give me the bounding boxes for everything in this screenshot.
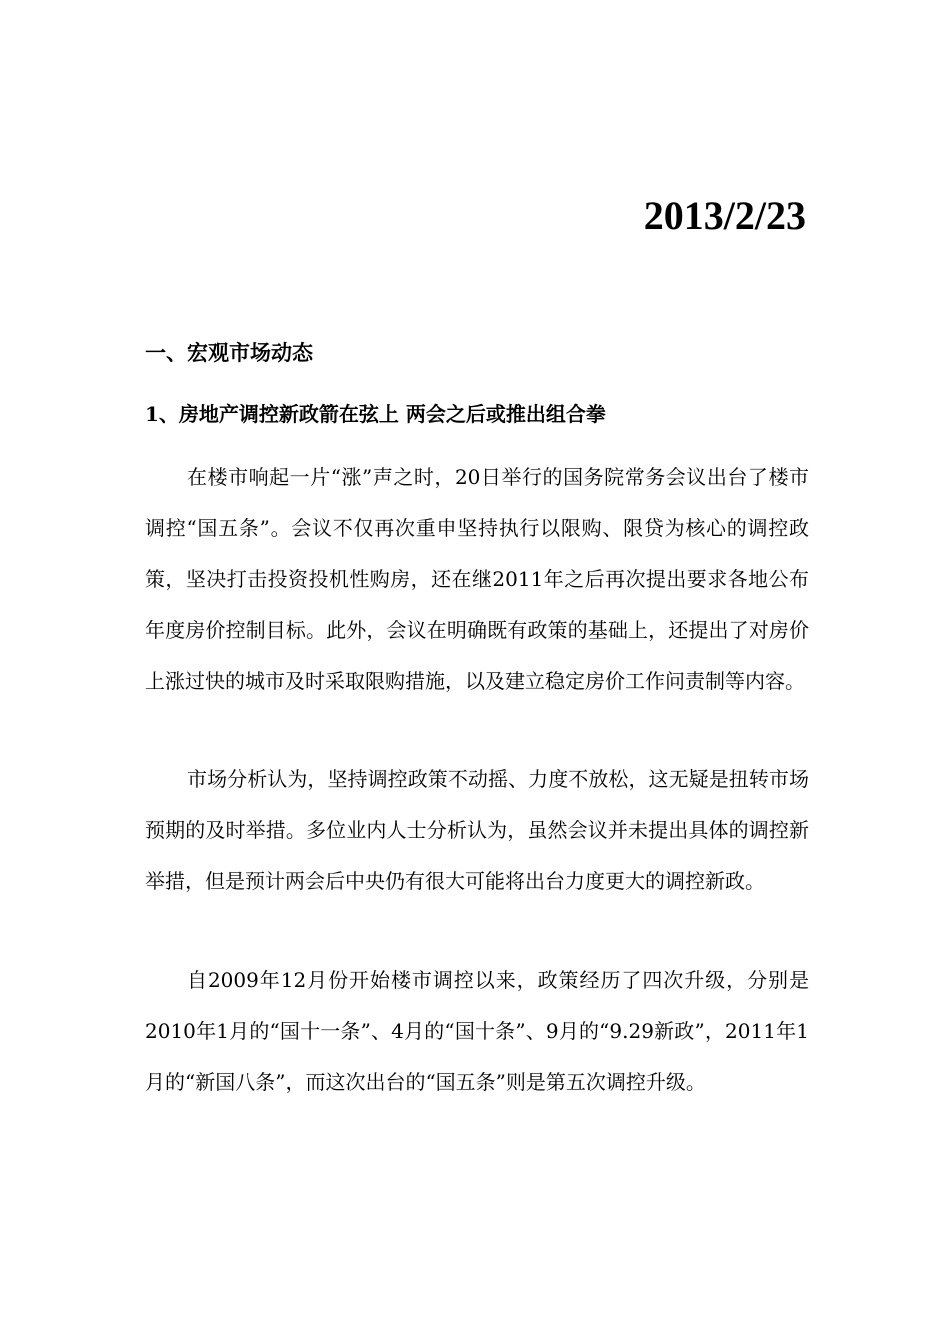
article-paragraph-block bbox=[145, 754, 809, 907]
article-paragraph: 自2009年12月份开始楼市调控以来，政策经历了四次升级，分别是2010年1月的“国十一条”、4月的“国十条”、9月的“9.29新政”，2011年1月的“新国八条”，而这次出台的“国五条”则是第五次调控升级。 bbox=[145, 968, 809, 1094]
article-heading: 1、房地产调控新政箭在弦上 两会之后或推出组合拳 bbox=[145, 402, 606, 426]
article-paragraph-block bbox=[145, 452, 809, 707]
article-paragraph: 市场分析认为，坚持调控政策不动摇、力度不放松，这无疑是扭转市场预期的及时举措。多位业内人士分析认为，虽然会议并未提出具体的调控新举措，但是预计两会后中央仍有很大可能将出台力度更大的调控新政。 bbox=[145, 767, 809, 893]
article-paragraph-block bbox=[145, 955, 809, 1108]
section-heading: 一、宏观市场动态 bbox=[145, 340, 313, 365]
document-date: 2013/2/23 bbox=[643, 193, 806, 238]
article-paragraph: 在楼市响起一片“涨”声之时，20日举行的国务院常务会议出台了楼市调控“国五条”。会议不仅再次重申坚持执行以限购、限贷为核心的调控政策，坚决打击投资投机性购房，还在继2011年之后再次提出要求各地公布年度房价控制目标。此外，会议在明确既有政策的基础上，还提出了对房价上涨过快的城市及时采取限购措施，以及建立稳定房价工作问责制等内容。 bbox=[145, 465, 809, 693]
